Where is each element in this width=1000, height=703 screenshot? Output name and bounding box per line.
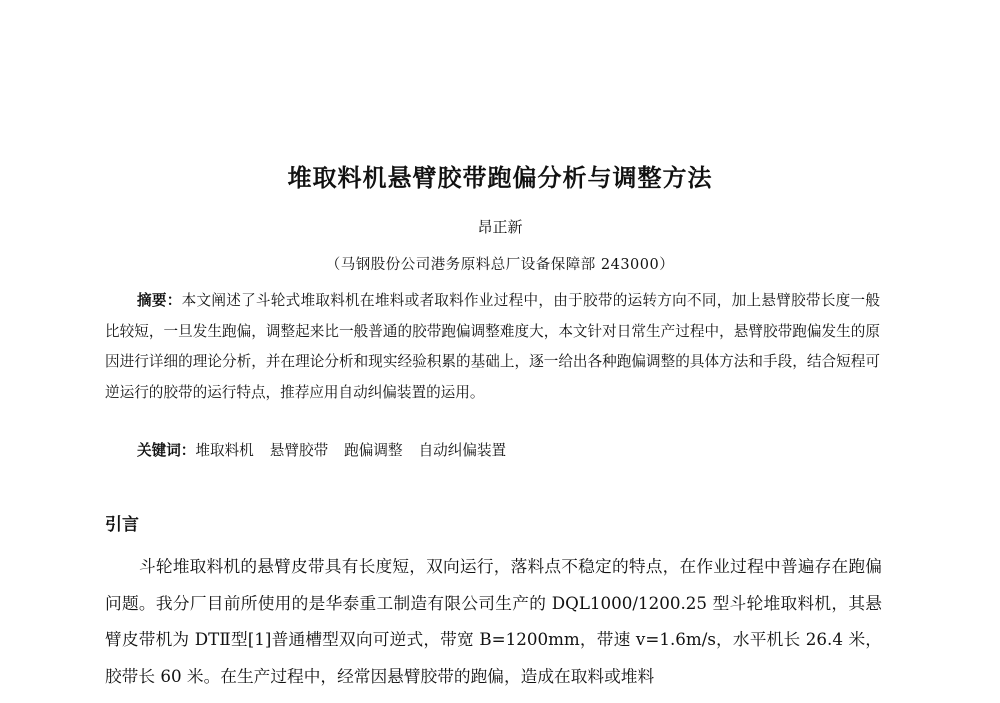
keyword-item: 自动纠偏装置 (418, 442, 507, 459)
author-name: 昂正新 (477, 218, 523, 236)
abstract (105, 286, 880, 408)
keywords (137, 437, 522, 465)
abstract-text: 本文阐述了斗轮式堆取料机在堆料或者取料作业过程中，由于胶带的运转方向不同，加上悬臂胶带长度一般比较短，一旦发生跑偏，调整起来比一般普通的胶带跑偏调整难度大，本文针对日常生产过程中，悬臂胶带跑偏发生的原因进行详细的理论分析，并在理论分析和现实经验积累的基础上，逐一给出各种跑偏调整的具体方法和手段，结合短程可逆运行的胶带的运行特点，推荐应用自动纠偏装置的运用。 (105, 292, 880, 401)
abstract-label: 摘要： (137, 292, 182, 309)
section-heading-introduction: 引言 (105, 515, 139, 535)
keyword-item: 堆取料机 (195, 442, 254, 459)
keywords-label: 关键词： (137, 442, 196, 459)
paper-title: 堆取料机悬臂胶带跑偏分析与调整方法 (287, 164, 713, 192)
introduction-paragraph: 斗轮堆取料机的悬臂皮带具有长度短，双向运行，落料点不稳定的特点，在作业过程中普遍存在跑偏问题。我分厂目前所使用的是华泰重工制造有限公司生产的 DQL1000/1200.25 型斗轮堆取料机，其悬臂皮带机为 DTⅡ型[1]普通槽型双向可逆式，带宽 B=1200mm，带速 v=1.6m/s，水平机长 26.4 米，胶带长 60 米。在生产过程中，经常因悬臂胶带的跑偏，造成在取料或堆料 (105, 556, 882, 686)
keyword-item: 悬臂胶带 (269, 442, 329, 459)
keyword-item: 跑偏调整 (344, 442, 403, 459)
author-affiliation: （马钢股份公司港务原料总厂设备保障部 243000） (325, 257, 675, 273)
